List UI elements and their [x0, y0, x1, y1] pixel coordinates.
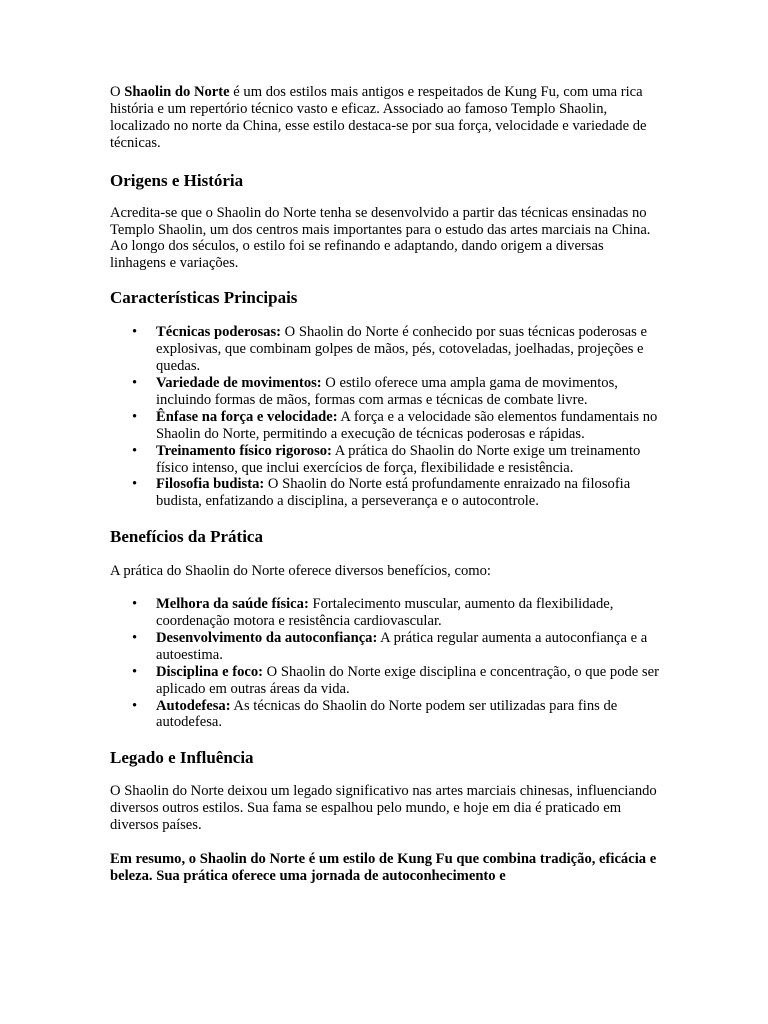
list-item-text: O estilo oferece uma ampla gama de movimentos, incluindo formas de mãos, formas com armas e técnicas de combate livre. [156, 374, 618, 408]
heading-caracteristicas: Características Principais [110, 288, 298, 308]
list-item-text: A prática do Shaolin do Norte exige um treinamento físico intenso, que inclui exercícios de força, flexibilidade e resistência. [156, 442, 641, 476]
caracteristicas-list [110, 324, 662, 510]
list-item [156, 596, 662, 630]
list-item [156, 698, 662, 732]
list-item [156, 324, 662, 375]
list-item [156, 375, 662, 409]
list-item [156, 664, 662, 698]
resumo-paragraph: Em resumo, o Shaolin do Norte é um estilo de Kung Fu que combina tradição, eficácia e beleza. Sua prática oferece uma jornada de autoconhecimento e [110, 851, 657, 884]
intro-text: é um dos estilos mais antigos e respeitados de Kung Fu, com uma rica história e um repertório técnico vasto e eficaz. Associado ao famoso Templo Shaolin, localizado no norte da China, esse estilo destaca-se por sua força, velocidade e variedade de técnicas. [110, 84, 647, 151]
list-item-term: Variedade de movimentos: [156, 374, 322, 391]
beneficios-list [110, 596, 662, 731]
list-item-text: O Shaolin do Norte está profundamente enraizado na filosofia budista, enfatizando a disciplina, a perseverança e o autocontrole. [156, 476, 631, 510]
intro-paragraph [110, 84, 662, 152]
list-item [156, 630, 662, 664]
list-item [156, 443, 662, 477]
list-item-term: Ênfase na força e velocidade: [156, 408, 338, 425]
heading-legado: Legado e Influência [110, 748, 254, 768]
list-item-text: Fortalecimento muscular, aumento da flexibilidade, coordenação motora e resistência cardiovascular. [156, 596, 614, 630]
list-item [156, 476, 662, 510]
list-item-term: Filosofia budista: [156, 476, 265, 493]
list-item-text: A força e a velocidade são elementos fundamentais no Shaolin do Norte, permitindo a execução de técnicas poderosas e rápidas. [156, 408, 658, 442]
heading-beneficios: Benefícios da Prática [110, 527, 263, 547]
legado-paragraph: O Shaolin do Norte deixou um legado significativo nas artes marciais chinesas, influenciando diversos outros estilos. Sua fama se espalhou pelo mundo, e hoje em dia é praticado em diversos países. [110, 783, 657, 834]
list-item-text: O Shaolin do Norte é conhecido por suas técnicas poderosas e explosivas, que combinam golpes de mãos, pés, cotoveladas, joelhadas, projeções e quedas. [156, 324, 647, 375]
list-item-text: A prática regular aumenta a autoconfiança e a autoestima. [156, 629, 648, 663]
heading-origens: Origens e História [110, 170, 244, 190]
list-item-term: Desenvolvimento da autoconfiança: [156, 629, 378, 646]
origens-paragraph: Acredita-se que o Shaolin do Norte tenha se desenvolvido a partir das técnicas ensinadas no Templo Shaolin, um dos centros mais importantes para o estudo das artes marciais na China. Ao longo dos séculos, o estilo foi se refinando e adaptando, dando origem a diversas linhagens e variações. [110, 204, 651, 272]
list-item-text: As técnicas do Shaolin do Norte podem ser utilizadas para fins de autodefesa. [156, 697, 618, 731]
intro-bold-term: Shaolin do Norte [124, 84, 230, 100]
list-item-term: Técnicas poderosas: [156, 324, 281, 341]
beneficios-intro: A prática do Shaolin do Norte oferece diversos benefícios, como: [110, 563, 491, 580]
list-item-term: Treinamento físico rigoroso: [156, 442, 332, 459]
list-item [156, 409, 662, 443]
document-page [110, 84, 662, 885]
list-item-term: Disciplina e foco: [156, 663, 264, 680]
list-item-text: O Shaolin do Norte exige disciplina e concentração, o que pode ser aplicado em outras áreas da vida. [156, 663, 659, 697]
list-item-term: Autodefesa: [156, 697, 231, 714]
list-item-term: Melhora da saúde física: [156, 596, 309, 613]
intro-prefix: O [110, 84, 125, 100]
